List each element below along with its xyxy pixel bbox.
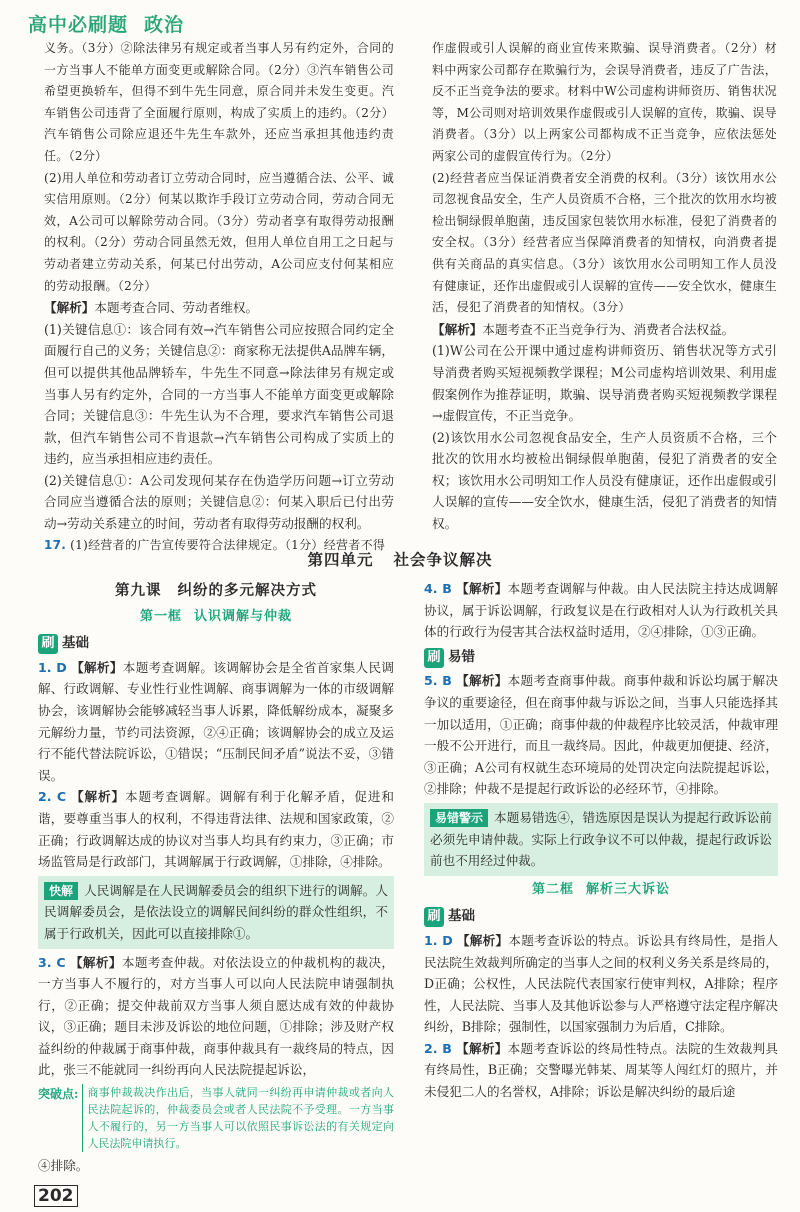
answer-text: 本题考查调解。调解有利于化解矛盾，促进和谐，要尊重当事人的权利，不得违背法律、法规和国家政策，②正确；行政调解达成的协议对当事人均具有约束力，③正确；市场监管局是行政部门，其调解属于行政调解，①排除，④排除。 [38,789,394,870]
answer-text: 本题考查调解。该调解协会是全省首家集人民调解、行政调解、专业性行业性调解、商事调解为一体的市级调解协会，该调解协会能够减轻当事人诉累，降低解纷成本，凝聚多元解纷力量，节约司法资源，②④正确；该调解协会的成立及运行不能代替法院诉讼，①错误；“压制民间矛盾”说法不妥，③错误。 [38,659,395,783]
lesson-label: 第九课 [115,582,162,599]
analysis-paragraph: (2)该饮用水公司忽视食品安全，生产人员资质不合格，三个批次的饮用水均被检出铜绿假单胞菌，侵犯了消费者的安全权；该饮用水公司明知工作人员没有健康证，还作出虚假或引人误解的宣传——安全饮水，健康生活，侵犯了消费者的知情权。 [432,429,777,532]
section-label: 易错 [448,648,475,665]
answer-paragraph: (2)用人单位和劳动者订立劳动合同时，应当遵循合法、公平、诚实信用原则。（2分）何某以欺诈手段订立劳动合同，劳动合同无效，A公司可以解除劳动合同。（3分）劳动者享有取得劳动报酬的权利。（2分）劳动合同虽然无效，但用人单位自用工之日起与劳动者建立劳动关系，何某已付出劳动，A公司应支付何某相应的劳动报酬。（2分） [44,170,395,293]
answer-3 [38,952,394,1082]
answer-number: 1. D [38,659,67,675]
section-basic [424,906,778,928]
column-1 [44,38,394,556]
answer-text: 本题考查调解与仲裁。由人民法院主持达成调解协议，属于诉讼调解，行政复议是在行政相对人认为行政机关具体的行政行为侵害其合法权益时适用，②④排除，①③正确。 [424,581,779,640]
answer-1 [424,930,778,1038]
frame-title [424,879,778,901]
analysis-paragraph: (1)关键信息①：该合同有效→汽车销售公司应按照合同约定全面履行自己的义务；关键信息②：商家称无法提供A品牌车辆，但可以提供其他品牌轿车，牛先生不同意→除法律另有规定或当事人另有约定外，合同的一方当事人不能单方面变更或解除合同；关键信息③：牛先生认为不合理，要求汽车销售公司退款，但汽车销售公司不肯退款→汽车销售公司构成了实质上的违约，应当承担相应违约责任。 [44,321,394,467]
quick-solution-box [38,876,394,949]
lesson-name: 纠纷的多元解决方式 [177,582,317,599]
answer-5 [424,670,778,800]
analysis-heading [432,319,777,341]
analysis-paragraph: (2)关键信息①：A公司发现何某存在伪造学历问题→订立劳动合同应当遵循合法的原则；关键信息②：何某入职后已付出劳动→劳动关系建立的时间，劳动者有取得劳动报酬的权利。 [44,472,394,532]
answer-number: 1. D [424,932,453,948]
frame-title [38,606,394,628]
breakthrough-label: 突破点: [38,1087,79,1102]
analysis-tag: 【解析】 [70,789,125,805]
unit-title [0,548,800,570]
answer-number: 3. C [38,954,66,970]
analysis-tag: 【解析】 [432,321,483,337]
brush-icon: 刷 [424,648,444,668]
unit-name: 社会争议解决 [393,550,493,569]
analysis-tag: 【解析】 [455,581,508,596]
lesson-title [38,580,394,602]
frame-label: 第一框 [139,608,182,624]
frame-label: 第二框 [531,881,574,897]
answer-4 [424,578,778,643]
unit-label: 第四单元 [307,550,374,569]
breakthrough-note [38,1084,394,1152]
answer-paragraph: (2)经营者应当保证消费者安全消费的权利。（3分）该饮用水公司忽视食品安全，生产人员资质不合格，三个批次的饮用水均被检出铜绿假单胞菌，违反国家包装饮用水标准，侵犯了消费者的安全权。（3分）经营者应当保障消费者的知情权，向消费者提供有关商品的真实信息。（3分）该饮用水公司明知工作人员没有健康证，还作出虚假或引人误解的宣传——安全饮水，健康生活，侵犯了消费者的知情权。（3分） [432,170,777,315]
question-number: 17. [44,537,67,552]
warning-label: 易错警示 [430,809,488,827]
analysis-tag: 【解析】 [69,954,122,970]
column-2 [432,38,777,535]
analysis-tag: 【解析】 [44,300,95,316]
book-title: 高中必刷题 [28,14,129,36]
answer-text: 本题考查商事仲裁。商事仲裁和诉讼均属于解决争议的重要途径，但在商事仲裁与诉讼之间，当事人只能选择其一加以适用，①正确；商事仲裁的仲裁程序比较灵活，仲裁审理一般不公开进行，而且一裁终局。因此，仲裁更加便捷、经济，③正确；A公司有权就生态环境局的处罚决定向法院提起诉讼，②排除；仲裁不是提起行政诉讼的必经环节，④排除。 [424,673,779,797]
answer-number: 5. B [424,673,452,689]
question-text: (1)经营者的广告宣传要符合法律规定。（1分）经营者不得 [70,537,386,552]
analysis-tag: 【解析】 [70,659,123,675]
subject: 政治 [144,14,185,36]
answer-paragraph: 作虚假或引人误解的商业宣传来欺骗、误导消费者。（2分）材料中两家公司都存在欺骗行为，会误导消费者，违反了广告法，反不正当竞争法的要求。材料中W公司虚构讲师资历、销售状况等，M公司则对培训效果作虚假或引人误解的宣传，欺骗、误导消费者。（3分）以上两家公司都构成不正当竞争，应依法惩处两家公司的虚假宣传行为。（2分） [432,41,777,163]
analysis-paragraph: (1)W公司在公开课中通过虚构讲师资历、销售状况等方式引导消费者购买短视频教学课程；M公司虚构培训效果、利用虚假案例作为推荐证明，欺骗、误导消费者购买短视频教学课程→虚假宣传，不正当竞争。 [432,343,777,424]
analysis-tag: 【解析】 [455,673,508,689]
answer-paragraph: 义务。（3分）②除法律另有规定或者当事人另有约定外，合同的一方当事人不能单方面变更或解除合同。（2分）③汽车销售公司希望更换轿车，但得不到牛先生同意，原合同并未发生变更。汽车销售公司违背了全面履行原则，构成了实质上的违约。（2分）汽车销售公司除应退还牛先生车款外，还应当承担其他违约责任。（2分） [44,41,394,163]
analysis-text: 本题考查合同、劳动者维权。 [94,300,259,316]
breakthrough-text: 商事仲裁裁决作出后，当事人就同一纠纷再申请仲裁或者向人民法院起诉的，仲裁委员会或者人民法院不予受理。一方当事人不履行的，另一方当事人可以依照民事诉讼法的有关规定向人民法院申请执行。 [82,1084,394,1152]
quick-solution-label: 快解 [44,882,78,900]
analysis-heading [44,297,394,319]
answer-number: 4. B [424,581,452,596]
section-label: 基础 [62,635,89,652]
analysis-tag: 【解析】 [455,1040,508,1056]
page-number: 202 [34,1185,78,1207]
section-basic [38,633,394,655]
frame-name: 认识调解与仲裁 [194,608,293,624]
brush-icon: 刷 [424,907,444,927]
warning-box [424,803,778,876]
answer-1 [38,657,394,787]
answer-2 [424,1038,778,1103]
answer-number: 2. B [424,1040,452,1056]
answer-2 [38,786,394,872]
answer-text: 本题考查诉讼的终局性特点。法院的生效裁判具有终局性，B正确；交警曝光韩某、周某等人闯红灯的照片，并未侵犯二人的名誉权，A排除；诉讼是解决纠纷的最后途 [424,1040,779,1100]
section-mistake [424,647,778,669]
answer-text: 本题考查仲裁。对依法设立的仲裁机构的裁决，一方当事人不履行的，对方当事人可以向人民法院申请强制执行，②正确；提交仲裁前双方当事人须自愿达成有效的仲裁协议，③正确；题目未涉及诉讼的地位问题，①排除；涉及财产权益纠纷的仲裁属于商事仲裁，商事仲裁具有一裁终局的特点，因此，张三不能就同一纠纷再向人民法院提起诉讼， [38,954,394,1078]
analysis-tag: 【解析】 [456,932,509,948]
analysis-text: 本题考查不正当竞争行为、消费者合法权益。 [482,321,735,337]
column-3 [38,578,394,1177]
answer-number: 2. C [38,789,67,805]
answer-3-end: ④排除。 [38,1158,89,1174]
column-4 [424,578,778,1103]
frame-name: 解析三大诉讼 [586,881,671,897]
running-header [28,10,200,37]
quick-solution-text: 人民调解是在人民调解委员会的组织下进行的调解。人民调解委员会，是依法设立的调解民间纠纷的群众性组织，不属于行政机关，因此可以直接排除①。 [44,882,388,941]
brush-icon: 刷 [38,634,58,654]
answer-text: 本题考查诉讼的特点。诉讼具有终局性，是指人民法院生效裁判所确定的当事人之间的权利义务关系是终局的，D正确；公权性，人民法院代表国家行使审判权，A排除；程序性，人民法院、当事人及其他诉讼参与人严格遵守法定程序解决纠纷，B排除；强制性，以国家强制力为后盾，C排除。 [424,932,779,1035]
section-label: 基础 [448,908,475,925]
warning-text: 本题易错选④，错选原因是误认为提起行政诉讼前必须先申请仲裁。实际上行政争议不可以仲裁，提起行政诉讼前也不用经过仲裁。 [430,809,772,869]
